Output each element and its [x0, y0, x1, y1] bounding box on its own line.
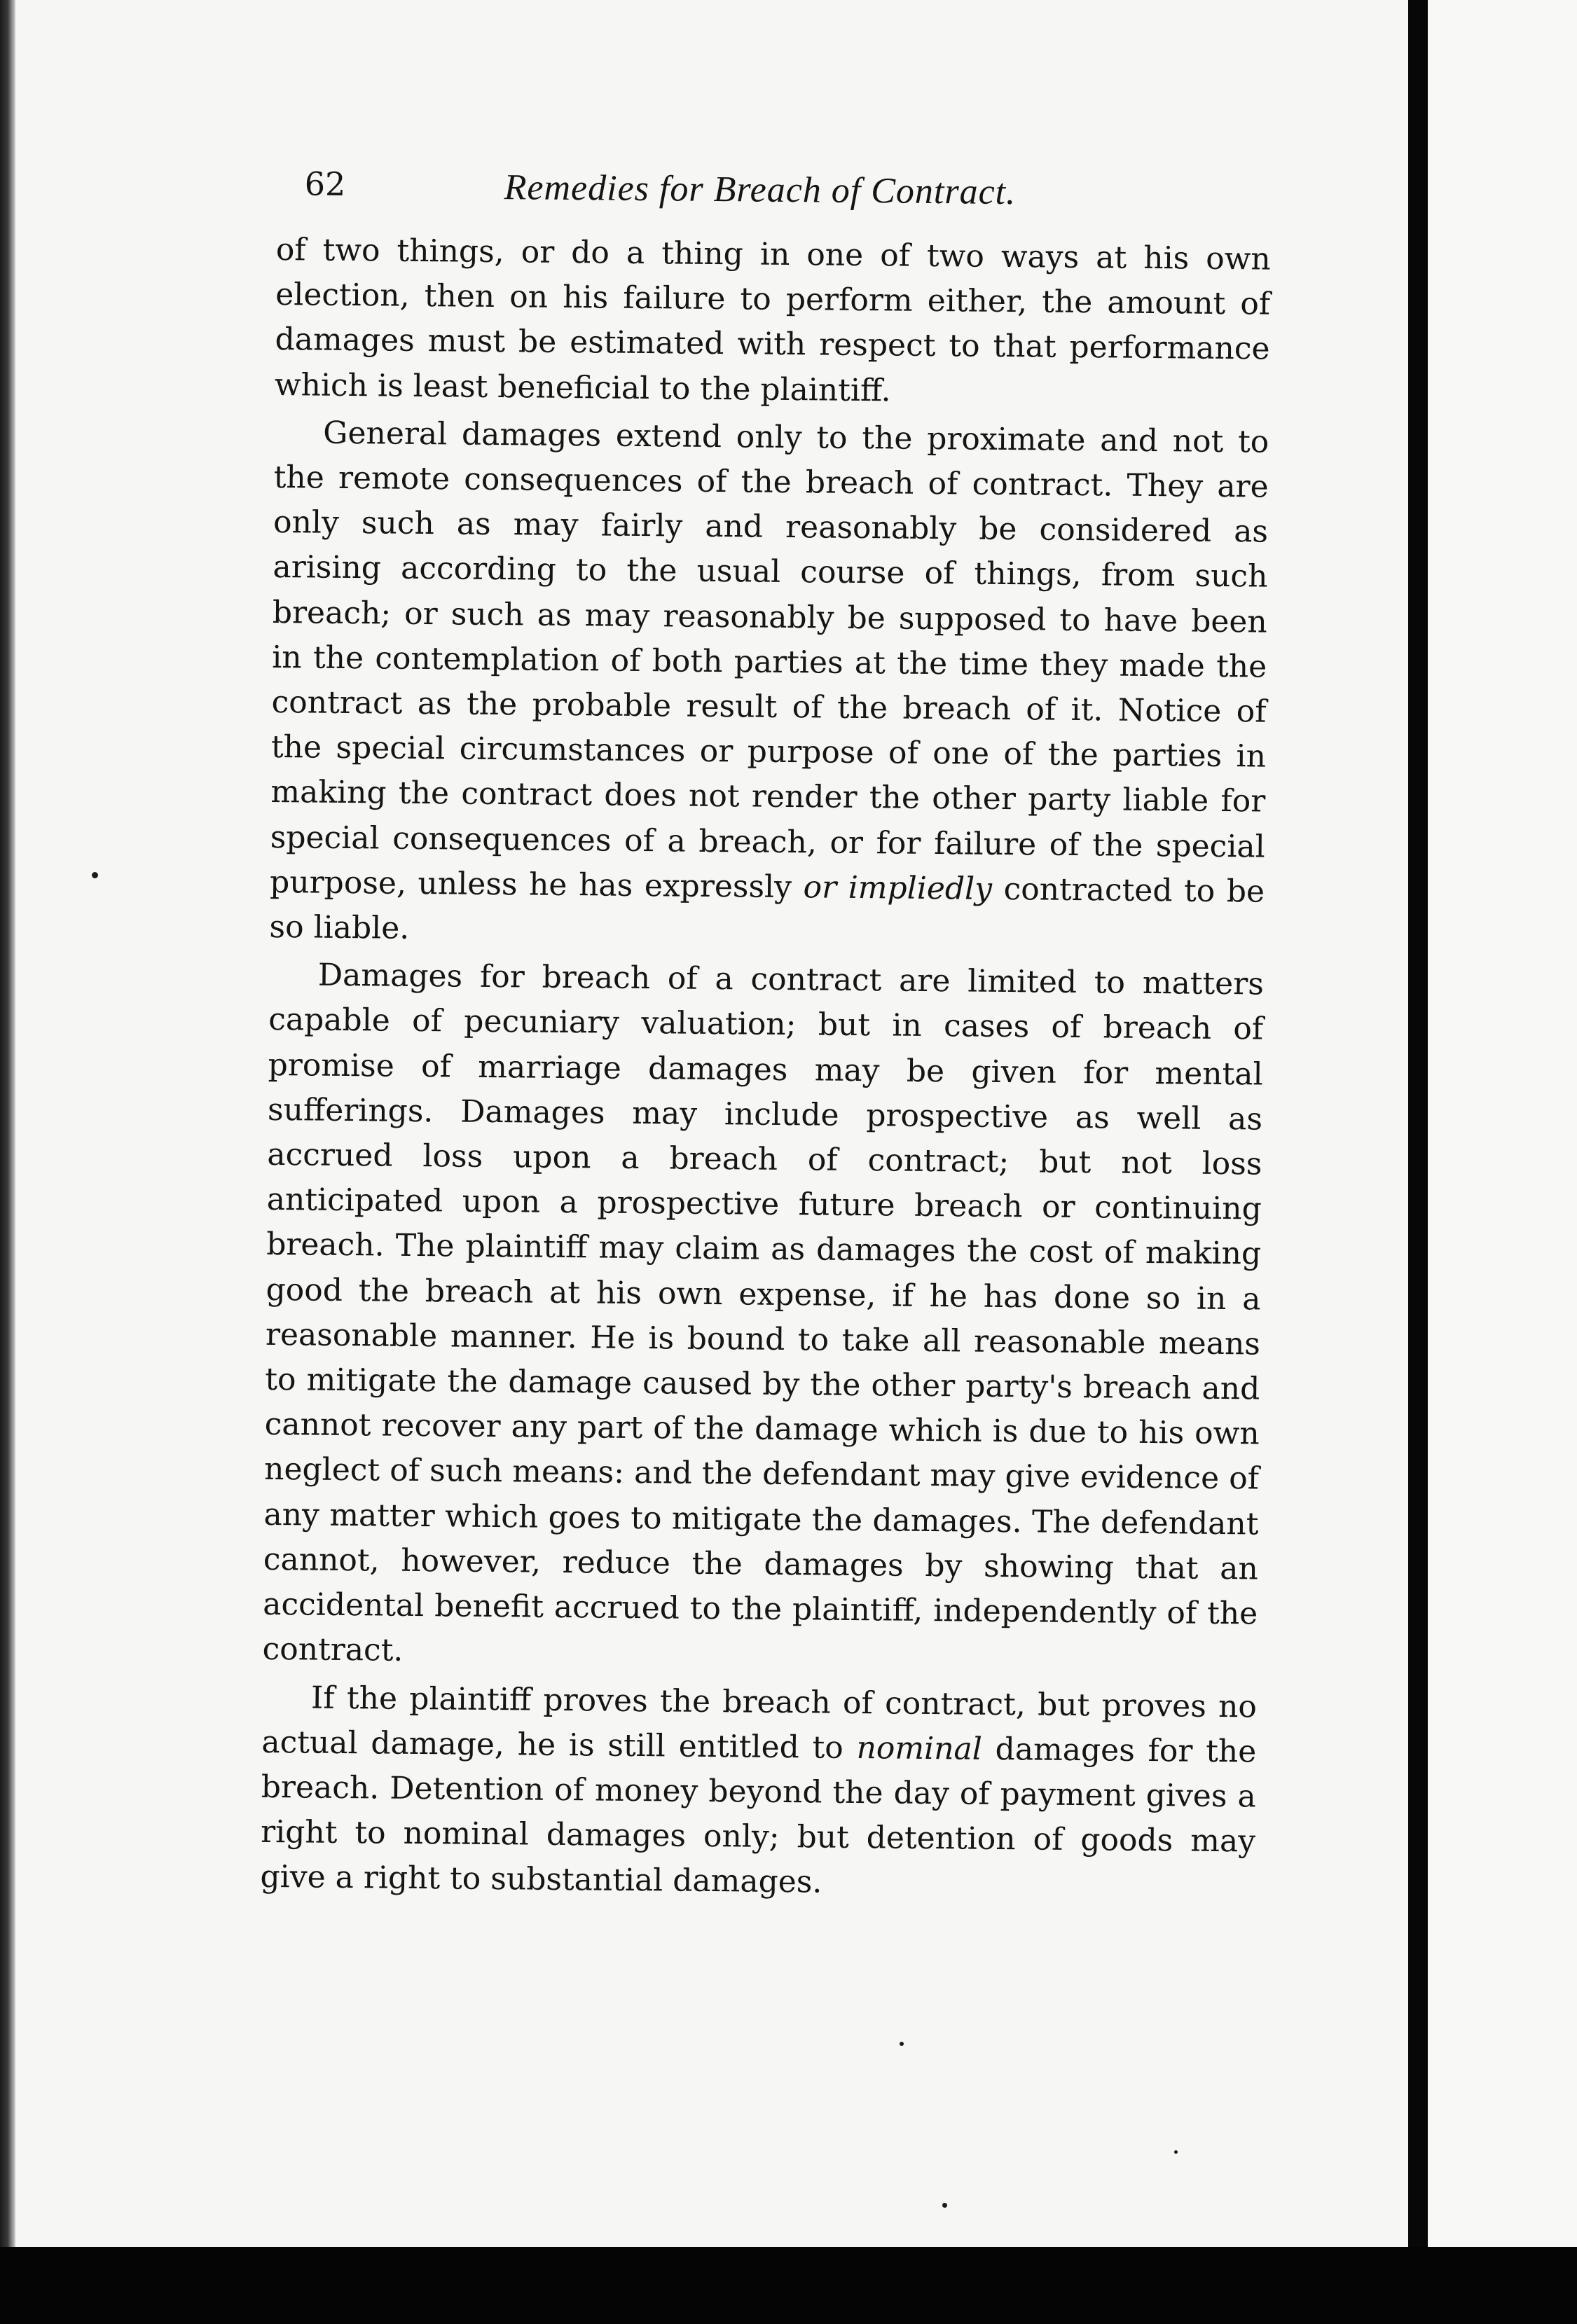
scan-border-bottom	[0, 2247, 1577, 2324]
page-header	[276, 165, 1272, 237]
ink-speck	[942, 2203, 947, 2208]
book-spine-shadow	[0, 0, 15, 2324]
italic-phrase: or impliedly	[803, 869, 993, 907]
paragraph-general-damages	[269, 410, 1269, 960]
paragraph-text: General damages extend only to the proximate and not to the remote consequences of the breach of contract. They are only such as may fairly and reasonably be considered as arising according to the usual course of things, from such breach; or such as may reasonably be supposed to have been in the contemplation of both parties at the time they made the contract as the probable result of the breach of it. Notice of the special circumstances or purpose of one of the parties in making the contract does not render the other party liable for special consequences of a breach, or for failure of the special purpose, unless he has expressly	[269, 415, 1269, 906]
page-gutter	[1408, 0, 1428, 2324]
page-number: 62	[304, 165, 346, 203]
paragraph-text: If the plaintiff proves the breach of contract, but proves no actual damage, he is still entitled to	[261, 1680, 1258, 1766]
ink-speck	[900, 2042, 904, 2046]
adjacent-page-edge	[1428, 0, 1577, 2324]
paragraph-damages-limited: Damages for breach of a contract are limited to matters capable of pecuniary valuation; but in cases of breach of promise of marriage damages may be given for mental sufferings. Damages may include prospective as well as accrued loss upon a breach of contract; but not loss anticipated upon a prospective future breach or continuing breach. The plaintiff may claim as damages the cost of making good the breach at his own expense, if he has done so in a reasonable manner. He is bound to take all reasonable means to mitigate the damage caused by the other party's breach and cannot recover any part of the damage which is due to his own neglect of such means: and the defendant may give evidence of any matter which goes to mitigate the damages. The defendant cannot, however, reduce the damages by showing that an accidental benefit accrued to the plaintiff, independently of the contract.	[262, 957, 1265, 1669]
page-text	[260, 165, 1272, 1909]
running-title: Remedies for Breach of Contract.	[504, 167, 1017, 213]
paragraph-text: damages for the breach. Detention of money beyond the day of payment gives a right to nominal damages only; but detention of goods may give a right to substantial damages.	[260, 1731, 1257, 1900]
paragraph-nominal-damages	[260, 1675, 1257, 1909]
paragraph-text: contracted to be so liable.	[269, 871, 1265, 946]
ink-speck	[92, 872, 98, 878]
italic-phrase: nominal	[856, 1729, 983, 1767]
paragraph-continuation: of two things, or do a thing in one of two ways at his own election, then on his failure to perform either, the amount of damages must be estimated with respect to that performance which is least beneficial to the plaintiff.	[274, 231, 1272, 409]
ink-speck	[1174, 2150, 1178, 2154]
